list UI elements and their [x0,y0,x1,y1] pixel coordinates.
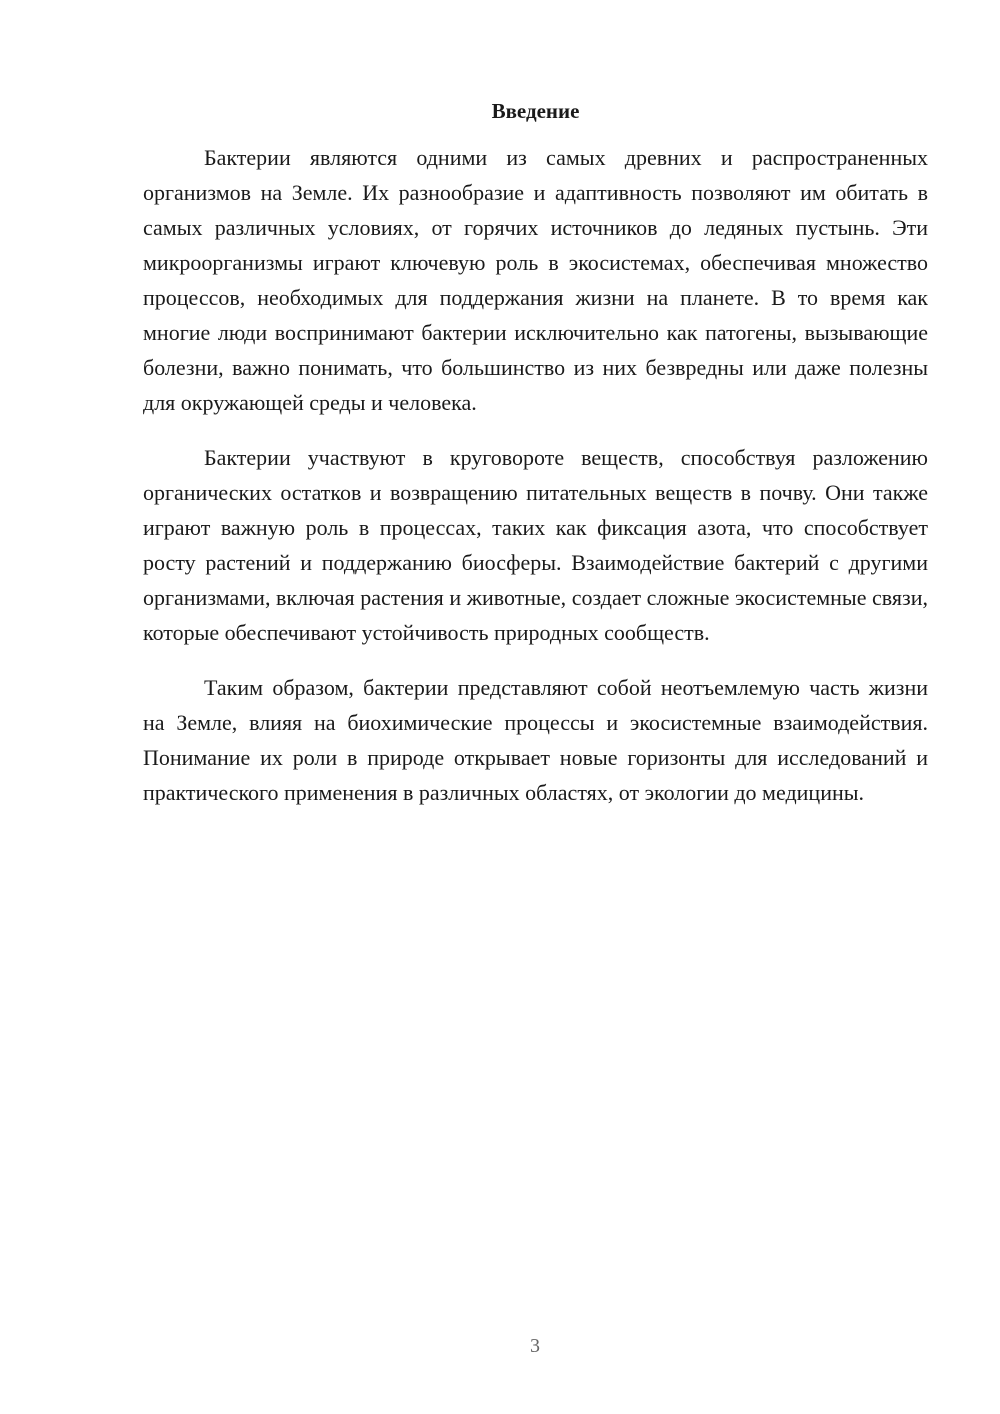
page-content [143,96,928,830]
paragraph-2: Бактерии участвуют в круговороте веществ, способствуя разложению органических остатков и возвращению питательных веществ в почву. Они также играют важную роль в процессах, таких как фиксация азота, что способствует росту растений и поддержанию биосферы. Взаимодействие бактерий с другими организмами, включая растения и животные, создает сложные экосистемные связи, которые обеспечивают устойчивость природных сообществ. [143,445,928,645]
page-number: 3 [530,1335,540,1357]
paragraph-3: Таким образом, бактерии представляют собой неотъемлемую часть жизни на Земле, влияя на биохимические процессы и экосистемные взаимодействия. Понимание их роли в природе открывает новые горизонты для исследований и практического применения в различных областях, от экологии до медицины. [143,675,928,805]
paragraph-1: Бактерии являются одними из самых древних и распространенных организмов на Земле. Их разнообразие и адаптивность позволяют им обитать в самых различных условиях, от горячих источников до ледяных пустынь. Эти микроорганизмы играют ключевую роль в экосистемах, обеспечивая множество процессов, необходимых для поддержания жизни на планете. В то время как многие люди воспринимают бактерии исключительно как патогены, вызывающие болезни, важно понимать, что большинство из них безвредны или даже полезны для окружающей среды и человека. [143,145,928,415]
section-title: Введение [491,99,580,123]
